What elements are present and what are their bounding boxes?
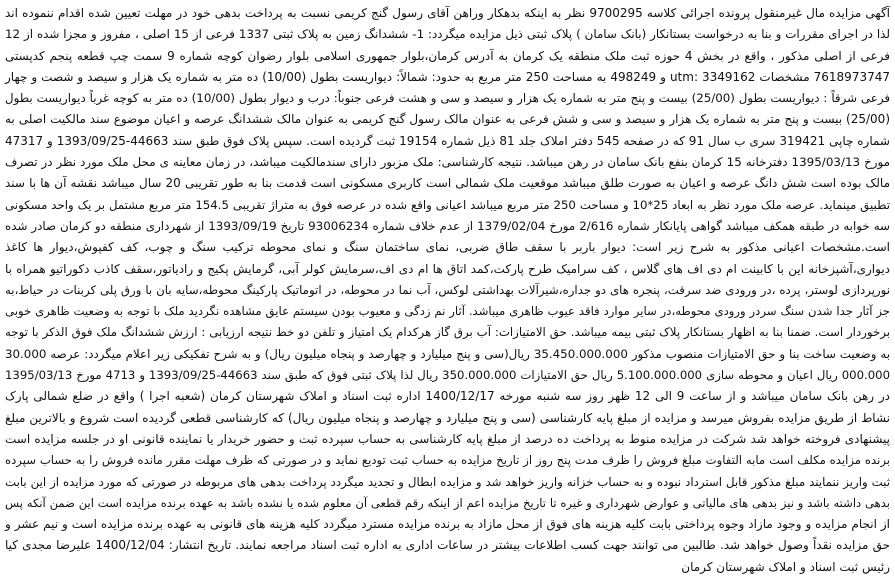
notice-line-10: تطبیق مینماید. عرصه ملک مورد نظر به ابعاد 25*10 و مساحت 250 متر مربع میباشد اعیانی واقع شده در عرصه فوق به متراژ تقریبی 154.5 متر مربع مشتمل بر یک واحد مسکونی [5, 197, 890, 212]
notice-line-11: سه خوابه در طبقه همکف میباشد گواهی پایانکار شماره 2/616 مورخ 1379/02/04 از عدم خلاف شماره 93006234 تاریخ 1393/09/19 از شهرداری منطقه دو کرمان صادر شده [5, 218, 890, 233]
notice-line-13: دیواری،آشپزخانه این با کابینت ام دی اف های گلاس ، کف سرامیک طرح پارکت،کمد اتاق ها ام دی اف،سرمایش کولر آبی، گرمایش پکیج و رادیاتور،سقف کاذب دکوراتیو همراه با [5, 261, 890, 276]
notice-line-5: فرعی شرقاً : دیواریست بطول (25/00) بیست و پنج متر به شماره یک هزار و سیصد و سی و هشت فرعی جنوباً: درب و دیوار بطول (10/00) ده متر به کوچه غرباً دیواریست بطول [5, 91, 891, 106]
notice-line-2: لذا در اجرای مقررات و بنا به درخواست بستانکار (بانک سامان ) پلاک ثبتی ذیل مزایده میگردد: 1- ششدانگ زمین به پلاک ثبتی 1337 فرعی از 15 اصلی ، مفروز و مجزا شده از 12 [5, 27, 891, 42]
notice-line-26: حق مزایده نقداً وصول خواهد شد. طالبین می توانند جهت کسب اطلاعات بیشتر در ساعات اداری به اداره ثبت اسناد مراجعه نمایند. تاریخ انتشار: 1400/12/04 علیرضا مجدی کیا [5, 538, 890, 553]
notice-line-6: (25/00) بیست و پنج متر به شماره یک هزار و سیصد و سی و شش فرعی به عنوان مالک رسول گنج کریمی به عنوان مالک ششدانگ عرصه و اعیان موضوع سند مالکیت اصلی به [5, 112, 890, 127]
notice-line-17: به وضعیت ساخت بنا و حق الامتیازات منصوب مذکور 35.450.000.000 ریال(سی و پنج میلیارد و چهارصد و پنجاه میلیون ریال) و به شرح تفکیکی زیر اعلام میگردد: عرصه 30.000 [5, 346, 891, 361]
notice-line-4: 7618973747 مشخصات utm: 3349162 و 498249 به مساحت 250 متر مربع به حدود: شمالاً: دیواریست بطول (10/00) ده متر به شماره یک هزار و سیصد و شصت و چهار [5, 69, 890, 84]
notice-line-19: در رهن بانک سامان میباشد و از ساعت 9 الی 12 ظهر روز سه شنبه مورخه 1400/12/17 اداره ثبت اسناد و املاک شهرستان کرمان (شعبه اجرا ) واقع در ضلع شمالی پارک [5, 389, 891, 404]
notice-line-21: پیشنهادی فروخته خواهد شد شرکت در مزایده منوط به پرداخت ده درصد از مبلغ پایه کارشناسی به حساب سپرده ثبت و حضور خریدار یا نماینده قانونی او در جلسه مزایده است [5, 431, 890, 446]
notice-line-14: نورپردازی لوستر، پرده ،در ورودی ضد سرقت، پنجره های دو جداره،شیرآلات بهداشتی لوکس، آب نما در محوطه، در اتوماتیک پارکینگ محوطه،سایه بان با ورق پلی کربنات در حیاط،به [5, 282, 890, 297]
notice-line-9: مالک بوده است شش دانگ عرصه و اعیان به صورت طلق میباشد موقعیت ملک شمالی است کاربری مسکونی است قدمت بنا به طور تقریبی 20 سال میباشد نقشه آن ها با سند [5, 176, 890, 191]
notice-line-20: نشاط از طریق مزایده بفروش میرسد و مزایده از مبلغ پایه کارشناسی (سی و پنج میلیارد و چهارصد و پنجاه میلیون ریال) که کارشناسی قطعی گردیده است شروع و بالاترین مبلغ [5, 410, 890, 425]
notice-line-8: مورخ 1395/03/13 دفترخانه 15 کرمان بنفع بانک سامان در رهن میباشد. نتیجه کارشناسی: ملک مزبور دارای سندمالکیت میباشد، در زمان معاینه ی محل ملک مورد نظر در تصرف [5, 155, 890, 170]
notice-line-3: فرعی از اصلی مذکور ، واقع در بخش 4 حوزه ثبت ملک منطقه یک کرمان به آدرس کرمان،بلوار جمهوری اسلامی بلوار رضوان کوچه شماره 9 سمت چپ قطعه پنجم کدپستی [5, 48, 890, 63]
notice-line-1: آگهی مزایده مال غیرمنقول پرونده اجرائی کلاسه 9700295 نظر به اینکه بدهکار وراهن آقای رسول گنج کریمی نسبت به پرداخت بدهی خود در مهلت تعیین شده اقدام ننموده اند [5, 6, 891, 20]
notice-line-25: از انجام مزایده و وجود مازاد وجوه پرداختی بابت کلیه هزینه های فوق از محل مازاد به برنده مزایده مسترد میگردد کلیه هزینه های قانونی به عهده برنده مزایده است و نیم عشر و [5, 517, 890, 532]
notice-line-24: بدهی داشته باشد و نیز بدهی های مالیاتی و عوارض شهرداری و غیره تا تاریخ مزایده اعم از اینکه رقم قطعی آن معلوم شده یا نشده باشد به عهده برنده مزایده است این ضمن آنکه پس [5, 495, 890, 510]
signature-line: رئیس ثبت اسناد و املاک شهرستان کرمان [681, 559, 890, 574]
notice-line-23: ثبت واریز ننمایند مبلغ مذکور قابل استرداد نبوده و به حساب خزانه واریز خواهد شد و مزایده ابطال و تجدید میگردد پرداخت بدهی های مربوطه در صورتی که مورد مزایده از این بابت [5, 474, 890, 489]
notice-line-16: برخوردار است. ضمنا بنا به اظهار بستانکار پلاک ثبتی بیمه میباشد. حق الامتیازات: آب برق گاز هرکدام یک امتیاز و تلفن دو خط نتیجه ارزیابی : ارزش ششدانگ ملک فوق الذکر با توجه [5, 325, 890, 340]
notice-line-15: جز آثار جدا شدن سنگ سردر ورودی محوطه،در سایر موارد فاقد عیوب ظاهری میباشد. آثار نم زدگی و معیوب بودن سیستم عایق مشاهده نگردید ملک با توجه به وضعیت ظاهری خوبی [5, 304, 890, 319]
notice-line-18: 000.000 ریال اعیان و محوطه سازی 5.100.000.000 ریال حق الامتیازات 350.000.000 ریال لذا پلاک ثبتی فوق که طبق سند 44663-1393/09/25 و 4713 مورخ 1395/03/13 [5, 368, 891, 383]
notice-line-12: است.مشخصات اعیانی مذکور به شرح زیر است: دیوار باربر با سقف طاق ضربی، نمای ساختمان سنگ و نمای محوطه ترکیب سنگ و چوب، کف کفپوش،دیوار ها کاغذ [5, 240, 890, 255]
notice-line-22: برنده مزایده مکلف است مابه التفاوت مبلغ فروش را ظرف مدت پنج روز از تاریخ مزایده به حساب ثبت تودیع نماید و در صورتی که ظرف مهلت مقرر مانده فروش را به حساب سپرده [5, 453, 890, 468]
notice-line-7: شماره چاپی 319421 سری ب سال 91 که در صفحه 545 دفتر املاک جلد 81 ذیل شماره 19154 ثبت گردیده است. سپس پلاک فوق طبق سند 44663-1393/09/25 و 47317 [5, 133, 890, 148]
